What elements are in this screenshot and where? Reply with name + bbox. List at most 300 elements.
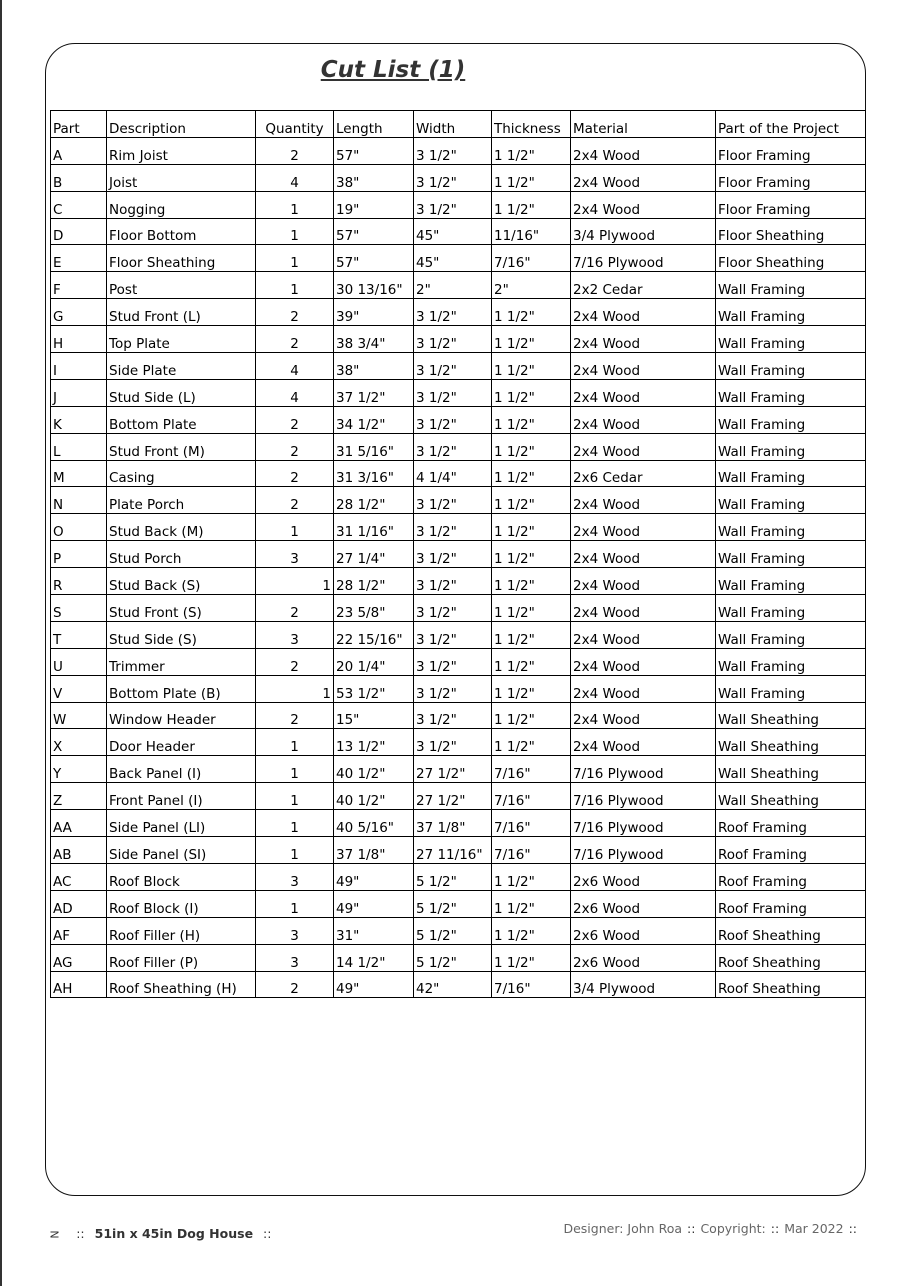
cell-quantity: 1 [256, 272, 334, 299]
cell-length: 38" [334, 353, 414, 380]
table-row [51, 218, 866, 245]
cell-width: 5 1/2" [414, 890, 492, 917]
table-row [51, 810, 866, 837]
cell-length: 22 15/16" [334, 621, 414, 648]
cell-project-part: Wall Framing [716, 648, 866, 675]
page-title: Cut List (1) [320, 57, 466, 83]
cell-description: Stud Side (L) [107, 379, 256, 406]
table-row [51, 890, 866, 917]
cell-project-part: Wall Sheathing [716, 729, 866, 756]
cell-length: 19" [334, 191, 414, 218]
cell-description: Stud Front (S) [107, 595, 256, 622]
table-row [51, 299, 866, 326]
cell-project-part: Wall Sheathing [716, 756, 866, 783]
cell-description: Back Panel (I) [107, 756, 256, 783]
table-row [51, 756, 866, 783]
cell-project-part: Wall Framing [716, 272, 866, 299]
cell-part: C [51, 191, 107, 218]
cell-thickness: 1 1/2" [492, 164, 571, 191]
cell-width: 3 1/2" [414, 621, 492, 648]
footer-separator: :: [263, 1226, 272, 1241]
cell-part: I [51, 353, 107, 380]
cell-quantity: 2 [256, 595, 334, 622]
table-row [51, 917, 866, 944]
cell-quantity: 3 [256, 863, 334, 890]
header-description: Description [107, 111, 256, 138]
cell-thickness: 7/16" [492, 837, 571, 864]
cell-description: Roof Block [107, 863, 256, 890]
cell-length: 40 5/16" [334, 810, 414, 837]
cell-material: 2x4 Wood [571, 137, 716, 164]
cell-project-part: Wall Framing [716, 514, 866, 541]
cell-quantity: 1 [256, 245, 334, 272]
cell-width: 3 1/2" [414, 487, 492, 514]
header-length: Length [334, 111, 414, 138]
cell-length: 57" [334, 218, 414, 245]
header-project-part: Part of the Project [716, 111, 866, 138]
table-row [51, 460, 866, 487]
table-row [51, 191, 866, 218]
cell-quantity: 2 [256, 326, 334, 353]
table-row [51, 944, 866, 971]
cell-thickness: 7/16" [492, 756, 571, 783]
table-row [51, 648, 866, 675]
cell-description: Stud Back (M) [107, 514, 256, 541]
cell-description: Post [107, 272, 256, 299]
cell-part: X [51, 729, 107, 756]
cell-project-part: Wall Sheathing [716, 702, 866, 729]
cell-material: 2x4 Wood [571, 675, 716, 702]
cell-project-part: Wall Framing [716, 379, 866, 406]
cell-thickness: 1 1/2" [492, 299, 571, 326]
cell-thickness: 1 1/2" [492, 890, 571, 917]
table-row [51, 837, 866, 864]
table-row [51, 487, 866, 514]
cell-part: J [51, 379, 107, 406]
cell-quantity: 1 [256, 568, 334, 595]
cell-material: 2x4 Wood [571, 648, 716, 675]
cell-part: AG [51, 944, 107, 971]
cell-quantity: 1 [256, 890, 334, 917]
cell-thickness: 1 1/2" [492, 326, 571, 353]
cell-thickness: 1 1/2" [492, 137, 571, 164]
cell-length: 28 1/2" [334, 568, 414, 595]
header-quantity: Quantity [256, 111, 334, 138]
cell-material: 2x4 Wood [571, 702, 716, 729]
cell-width: 37 1/8" [414, 810, 492, 837]
cell-project-part: Floor Framing [716, 137, 866, 164]
cell-description: Plate Porch [107, 487, 256, 514]
cell-quantity: 2 [256, 406, 334, 433]
cell-part: Z [51, 783, 107, 810]
designer-credit: Designer: John Roa [563, 1221, 683, 1236]
cell-description: Joist [107, 164, 256, 191]
cell-thickness: 1 1/2" [492, 353, 571, 380]
cell-length: 30 13/16" [334, 272, 414, 299]
cell-description: Stud Back (S) [107, 568, 256, 595]
cell-part: H [51, 326, 107, 353]
cell-length: 37 1/8" [334, 837, 414, 864]
cell-length: 49" [334, 863, 414, 890]
cell-thickness: 1 1/2" [492, 379, 571, 406]
cell-thickness: 1 1/2" [492, 433, 571, 460]
cell-description: Side Panel (LI) [107, 810, 256, 837]
cell-quantity: 2 [256, 460, 334, 487]
cell-material: 2x6 Wood [571, 944, 716, 971]
table-row [51, 863, 866, 890]
cell-material: 3/4 Plywood [571, 218, 716, 245]
cell-description: Front Panel (I) [107, 783, 256, 810]
cell-material: 2x2 Cedar [571, 272, 716, 299]
cell-description: Floor Sheathing [107, 245, 256, 272]
cell-description: Roof Block (I) [107, 890, 256, 917]
cell-length: 14 1/2" [334, 944, 414, 971]
cell-description: Stud Front (L) [107, 299, 256, 326]
cell-length: 38" [334, 164, 414, 191]
cell-description: Stud Side (S) [107, 621, 256, 648]
cell-length: 31 1/16" [334, 514, 414, 541]
cell-quantity: 2 [256, 433, 334, 460]
cell-width: 3 1/2" [414, 326, 492, 353]
cell-quantity: 3 [256, 541, 334, 568]
cell-material: 2x4 Wood [571, 514, 716, 541]
cell-material: 7/16 Plywood [571, 837, 716, 864]
cell-length: 15" [334, 702, 414, 729]
cell-material: 2x4 Wood [571, 326, 716, 353]
cell-quantity: 1 [256, 729, 334, 756]
cell-length: 40 1/2" [334, 783, 414, 810]
cell-part: AB [51, 837, 107, 864]
cell-width: 3 1/2" [414, 514, 492, 541]
cell-width: 3 1/2" [414, 406, 492, 433]
cell-length: 28 1/2" [334, 487, 414, 514]
cell-material: 3/4 Plywood [571, 971, 716, 998]
cell-length: 31" [334, 917, 414, 944]
cell-thickness: 1 1/2" [492, 917, 571, 944]
cell-thickness: 1 1/2" [492, 702, 571, 729]
cell-description: Door Header [107, 729, 256, 756]
cell-width: 5 1/2" [414, 944, 492, 971]
cell-part: AC [51, 863, 107, 890]
cell-width: 3 1/2" [414, 299, 492, 326]
cell-part: G [51, 299, 107, 326]
cell-quantity: 1 [256, 756, 334, 783]
cell-length: 53 1/2" [334, 675, 414, 702]
cell-length: 49" [334, 890, 414, 917]
cell-description: Stud Front (M) [107, 433, 256, 460]
footer-separator: :: [848, 1221, 857, 1236]
cell-project-part: Wall Framing [716, 487, 866, 514]
cell-length: 31 3/16" [334, 460, 414, 487]
cell-thickness: 7/16" [492, 810, 571, 837]
cell-material: 2x4 Wood [571, 621, 716, 648]
cell-description: Bottom Plate [107, 406, 256, 433]
cell-thickness: 1 1/2" [492, 406, 571, 433]
cell-part: M [51, 460, 107, 487]
cut-list-table [50, 110, 866, 998]
cell-quantity: 2 [256, 137, 334, 164]
cell-part: F [51, 272, 107, 299]
cell-width: 3 1/2" [414, 137, 492, 164]
header-part: Part [51, 111, 107, 138]
cell-material: 2x4 Wood [571, 406, 716, 433]
cell-description: Side Plate [107, 353, 256, 380]
cell-project-part: Floor Sheathing [716, 245, 866, 272]
cell-width: 27 1/2" [414, 756, 492, 783]
cell-width: 5 1/2" [414, 917, 492, 944]
cell-part: R [51, 568, 107, 595]
table-row [51, 783, 866, 810]
cell-part: AA [51, 810, 107, 837]
cell-project-part: Floor Framing [716, 164, 866, 191]
cell-material: 2x6 Cedar [571, 460, 716, 487]
cell-length: 27 1/4" [334, 541, 414, 568]
cell-quantity: 1 [256, 218, 334, 245]
cell-thickness: 1 1/2" [492, 541, 571, 568]
left-page-edge-rule [0, 0, 2, 1286]
cell-width: 3 1/2" [414, 675, 492, 702]
cell-project-part: Floor Framing [716, 191, 866, 218]
cell-thickness: 11/16" [492, 218, 571, 245]
cell-part: K [51, 406, 107, 433]
cell-project-part: Wall Framing [716, 460, 866, 487]
cell-project-part: Wall Framing [716, 406, 866, 433]
table-row [51, 568, 866, 595]
cell-quantity: 1 [256, 514, 334, 541]
cell-length: 31 5/16" [334, 433, 414, 460]
cell-thickness: 1 1/2" [492, 460, 571, 487]
cut-list-body [51, 137, 866, 998]
cell-length: 23 5/8" [334, 595, 414, 622]
cell-quantity: 2 [256, 299, 334, 326]
cell-thickness: 1 1/2" [492, 621, 571, 648]
cell-thickness: 7/16" [492, 783, 571, 810]
cell-width: 3 1/2" [414, 164, 492, 191]
cell-thickness: 7/16" [492, 971, 571, 998]
table-row [51, 595, 866, 622]
cell-width: 45" [414, 245, 492, 272]
cell-part: V [51, 675, 107, 702]
footer-separator: :: [687, 1221, 696, 1236]
cell-description: Trimmer [107, 648, 256, 675]
cell-project-part: Roof Sheathing [716, 971, 866, 998]
cell-width: 3 1/2" [414, 191, 492, 218]
footer-right [563, 1221, 862, 1236]
cell-part: B [51, 164, 107, 191]
cell-part: AD [51, 890, 107, 917]
cell-quantity: 1 [256, 783, 334, 810]
cell-quantity: 1 [256, 675, 334, 702]
table-row [51, 541, 866, 568]
cell-quantity: 2 [256, 702, 334, 729]
header-width: Width [414, 111, 492, 138]
cell-quantity: 2 [256, 971, 334, 998]
cell-description: Casing [107, 460, 256, 487]
footer-separator: :: [76, 1226, 85, 1241]
cell-project-part: Wall Framing [716, 353, 866, 380]
cell-project-part: Roof Framing [716, 863, 866, 890]
cell-material: 7/16 Plywood [571, 783, 716, 810]
cell-length: 49" [334, 971, 414, 998]
footer-separator: :: [770, 1221, 780, 1236]
cell-quantity: 1 [256, 810, 334, 837]
cell-width: 3 1/2" [414, 729, 492, 756]
cell-thickness: 1 1/2" [492, 944, 571, 971]
header-material: Material [571, 111, 716, 138]
cell-length: 20 1/4" [334, 648, 414, 675]
cell-thickness: 1 1/2" [492, 675, 571, 702]
page-number-mark: N [47, 1230, 61, 1239]
cell-quantity: 1 [256, 191, 334, 218]
cell-part: N [51, 487, 107, 514]
cell-project-part: Roof Framing [716, 837, 866, 864]
footer-left [47, 1226, 272, 1241]
cell-part: P [51, 541, 107, 568]
cell-width: 3 1/2" [414, 353, 492, 380]
cell-quantity: 4 [256, 379, 334, 406]
cell-material: 2x6 Wood [571, 917, 716, 944]
cell-description: Stud Porch [107, 541, 256, 568]
cell-description: Roof Filler (H) [107, 917, 256, 944]
cell-length: 39" [334, 299, 414, 326]
header-thickness: Thickness [492, 111, 571, 138]
copyright-label: Copyright: [700, 1221, 766, 1236]
cell-part: O [51, 514, 107, 541]
cell-part: A [51, 137, 107, 164]
cell-description: Side Panel (SI) [107, 837, 256, 864]
cell-quantity: 3 [256, 621, 334, 648]
cell-project-part: Wall Framing [716, 568, 866, 595]
footer-date: Mar 2022 [784, 1221, 844, 1236]
cell-description: Roof Sheathing (H) [107, 971, 256, 998]
cell-width: 27 1/2" [414, 783, 492, 810]
cell-quantity: 3 [256, 944, 334, 971]
cell-project-part: Wall Framing [716, 595, 866, 622]
cell-description: Window Header [107, 702, 256, 729]
cell-description: Floor Bottom [107, 218, 256, 245]
cell-project-part: Wall Sheathing [716, 783, 866, 810]
cell-project-part: Wall Framing [716, 621, 866, 648]
cell-width: 3 1/2" [414, 379, 492, 406]
table-row [51, 379, 866, 406]
table-row [51, 729, 866, 756]
cell-material: 2x4 Wood [571, 379, 716, 406]
cell-width: 45" [414, 218, 492, 245]
cell-quantity: 2 [256, 648, 334, 675]
table-row [51, 702, 866, 729]
cell-width: 2" [414, 272, 492, 299]
cell-part: Y [51, 756, 107, 783]
cell-thickness: 7/16" [492, 245, 571, 272]
cell-part: D [51, 218, 107, 245]
cell-width: 3 1/2" [414, 568, 492, 595]
cell-part: AF [51, 917, 107, 944]
cell-project-part: Roof Sheathing [716, 917, 866, 944]
table-row [51, 971, 866, 998]
cell-description: Roof Filler (P) [107, 944, 256, 971]
cell-length: 37 1/2" [334, 379, 414, 406]
cell-material: 2x6 Wood [571, 863, 716, 890]
table-row [51, 326, 866, 353]
cell-length: 57" [334, 137, 414, 164]
cell-material: 2x6 Wood [571, 890, 716, 917]
cell-width: 3 1/2" [414, 433, 492, 460]
house-title: 51in x 45in Dog House [94, 1226, 254, 1241]
cell-quantity: 4 [256, 164, 334, 191]
table-row [51, 406, 866, 433]
cell-project-part: Wall Framing [716, 326, 866, 353]
cell-width: 42" [414, 971, 492, 998]
table-row [51, 272, 866, 299]
cell-thickness: 2" [492, 272, 571, 299]
cell-thickness: 1 1/2" [492, 514, 571, 541]
cell-project-part: Floor Sheathing [716, 218, 866, 245]
cell-project-part: Roof Framing [716, 890, 866, 917]
cell-thickness: 1 1/2" [492, 487, 571, 514]
cell-part: T [51, 621, 107, 648]
cell-part: S [51, 595, 107, 622]
cell-material: 2x4 Wood [571, 595, 716, 622]
cell-thickness: 1 1/2" [492, 648, 571, 675]
cell-project-part: Roof Sheathing [716, 944, 866, 971]
cell-width: 5 1/2" [414, 863, 492, 890]
cell-description: Bottom Plate (B) [107, 675, 256, 702]
cell-width: 3 1/2" [414, 541, 492, 568]
cell-material: 2x4 Wood [571, 353, 716, 380]
cell-material: 7/16 Plywood [571, 245, 716, 272]
cell-thickness: 1 1/2" [492, 729, 571, 756]
cell-material: 2x4 Wood [571, 541, 716, 568]
cell-project-part: Roof Framing [716, 810, 866, 837]
cell-width: 3 1/2" [414, 648, 492, 675]
cell-part: U [51, 648, 107, 675]
cell-material: 2x4 Wood [571, 191, 716, 218]
cell-material: 7/16 Plywood [571, 810, 716, 837]
cell-material: 2x4 Wood [571, 568, 716, 595]
cell-material: 2x4 Wood [571, 164, 716, 191]
table-row [51, 164, 866, 191]
cell-thickness: 1 1/2" [492, 595, 571, 622]
cell-thickness: 1 1/2" [492, 863, 571, 890]
cell-material: 2x4 Wood [571, 729, 716, 756]
cell-part: AH [51, 971, 107, 998]
cell-width: 3 1/2" [414, 595, 492, 622]
table-row [51, 353, 866, 380]
table-row [51, 137, 866, 164]
cell-material: 2x4 Wood [571, 487, 716, 514]
cell-project-part: Wall Framing [716, 675, 866, 702]
cell-quantity: 3 [256, 917, 334, 944]
cell-length: 34 1/2" [334, 406, 414, 433]
cell-length: 40 1/2" [334, 756, 414, 783]
cell-material: 2x4 Wood [571, 299, 716, 326]
table-row [51, 621, 866, 648]
cell-project-part: Wall Framing [716, 541, 866, 568]
table-row [51, 514, 866, 541]
cell-width: 27 11/16" [414, 837, 492, 864]
table-row [51, 245, 866, 272]
table-row [51, 433, 866, 460]
table-row [51, 675, 866, 702]
cell-width: 4 1/4" [414, 460, 492, 487]
cell-part: L [51, 433, 107, 460]
cell-quantity: 2 [256, 487, 334, 514]
cell-length: 38 3/4" [334, 326, 414, 353]
cell-description: Nogging [107, 191, 256, 218]
cell-description: Top Plate [107, 326, 256, 353]
cell-thickness: 1 1/2" [492, 191, 571, 218]
cell-project-part: Wall Framing [716, 299, 866, 326]
